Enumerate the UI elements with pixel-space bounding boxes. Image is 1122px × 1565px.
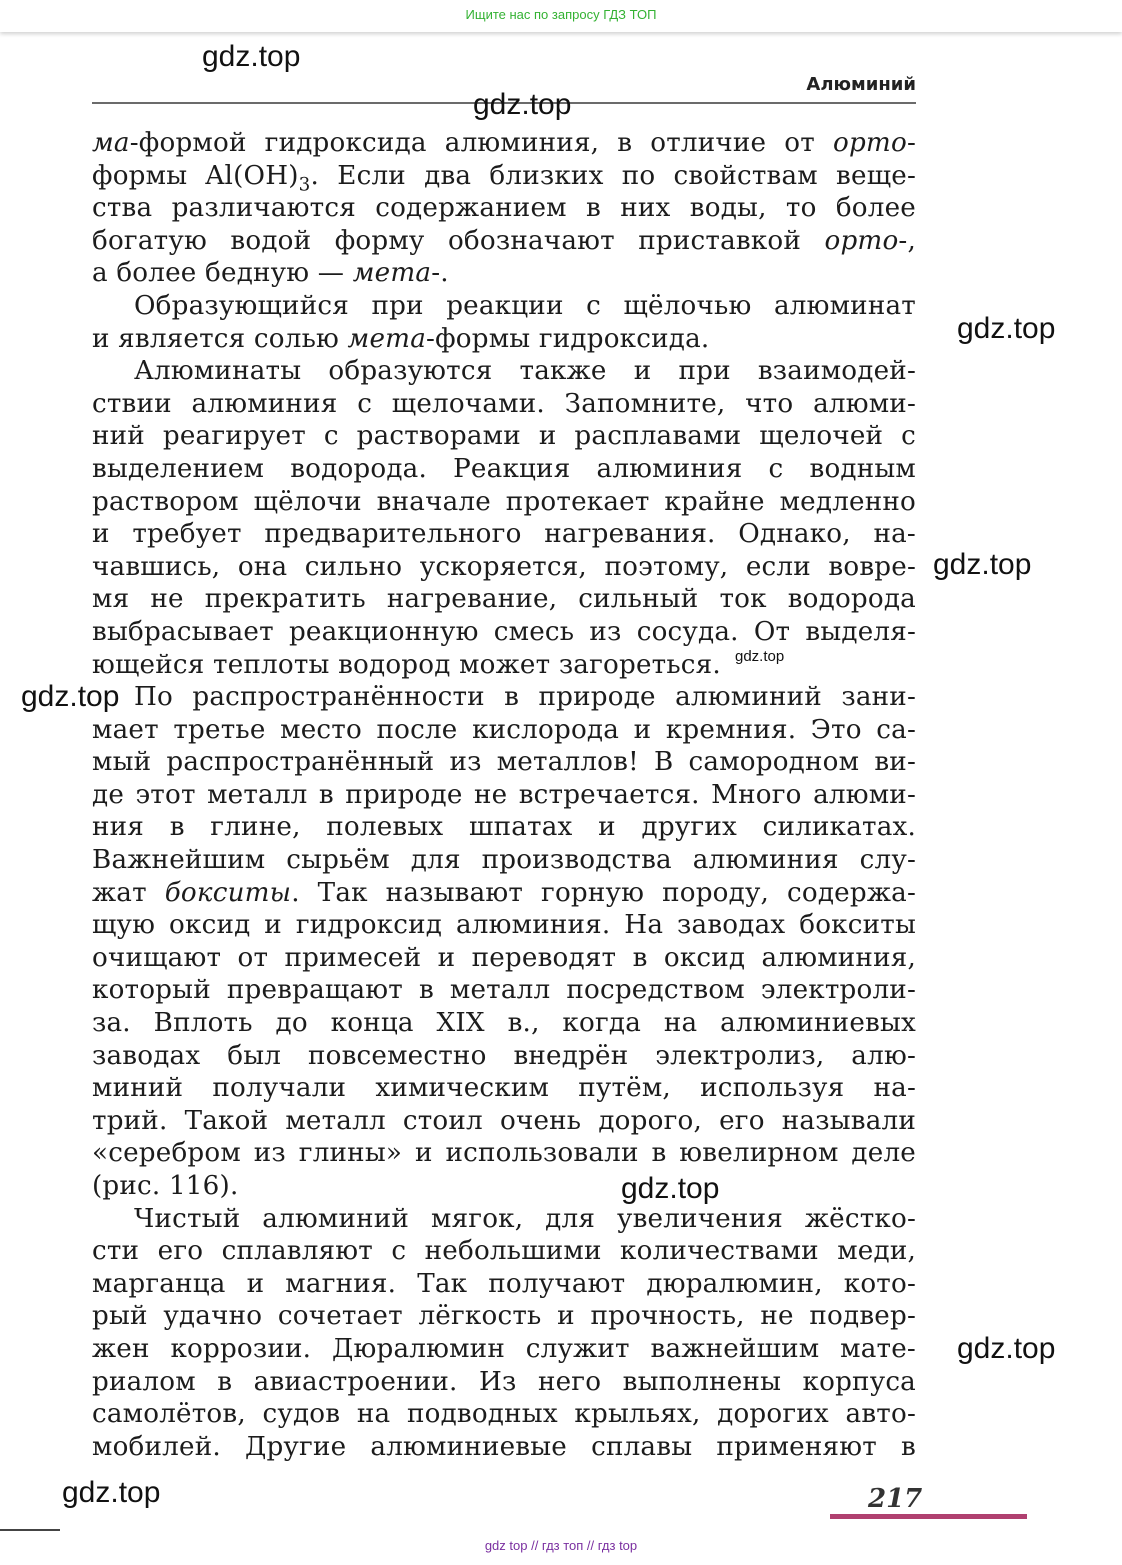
search-hint-text: Ищите нас по запросу ГДЗ ТОП <box>465 7 657 22</box>
text-line: и является солью мета-формы гидроксида. <box>92 323 710 354</box>
watermark: gdz.top <box>202 40 301 73</box>
formula-subscript: 3 <box>298 174 311 195</box>
footer-links[interactable]: gdz top // гдз топ // гдз top <box>484 1538 638 1553</box>
text-line: выделением водорода. Реакция алюминия с водным <box>92 453 916 484</box>
watermark: gdz.top <box>621 1172 720 1205</box>
text-line: мает третье место после кислорода и кремния. Это са- <box>92 714 916 745</box>
text-line: раствором щёлочи вначале протекает крайне медленно <box>92 486 916 517</box>
text-line: рый удачно сочетает лёгкость и прочность, не подвер- <box>92 1301 916 1332</box>
search-hint-bar <box>0 0 1122 32</box>
text-line: сти его сплавляют с небольшими количествами меди, <box>92 1236 916 1267</box>
text-line: щую оксид и гидроксид алюминия. На заводах бокситы <box>92 910 916 941</box>
text-line: мый распространённый из металлов! В самородном ви- <box>92 747 916 778</box>
text-line: мобилей. Другие алюминиевые сплавы применяют в <box>92 1431 916 1462</box>
text-line: Важнейшим сырьём для производства алюминия слу- <box>92 845 916 876</box>
text-line: за. Вплоть до конца XIX в., когда на алюминиевых <box>92 1008 916 1039</box>
text-line: выбрасывает реакционную смесь из сосуда. От выделя- <box>92 616 916 647</box>
watermark: gdz.top <box>62 1476 161 1509</box>
page-header-title: Алюминий <box>806 74 916 95</box>
text-line: ющейся теплоты водород может загореться. <box>92 649 721 680</box>
text-line: богатую водой форму обозначают приставкой орто-, <box>92 225 916 256</box>
text-line: трий. Такой металл стоил очень дорого, его называли <box>92 1105 916 1136</box>
text-line: очищают от примесей и переводят в оксид алюминия, <box>92 942 916 973</box>
corner-rule <box>0 1529 60 1531</box>
text-line: Алюминаты образуются также и при взаимодей- <box>134 356 916 387</box>
page-number: 217 <box>868 1484 923 1514</box>
page-number-bar <box>830 1514 1027 1519</box>
text-line: самолётов, судов на подводных крыльях, дорогих авто- <box>92 1399 916 1430</box>
watermark: gdz.top <box>735 648 785 665</box>
text-line: По распространённости в природе алюминий зани- <box>134 682 916 713</box>
watermark: gdz.top <box>933 548 1032 581</box>
text-line: а более бедную — мета-. <box>92 258 449 289</box>
text-line: жат бокситы. Так называют горную породу, содержа- <box>92 877 916 908</box>
text-line: Образующийся при реакции с щёлочью алюминат <box>134 290 916 321</box>
text-line: и требует предварительного нагревания. Однако, на- <box>92 519 916 550</box>
text-line: де этот металл в природе не встречается. Много алюми- <box>92 779 916 810</box>
watermark: gdz.top <box>473 88 572 121</box>
text-line: ствии алюминия с щелочами. Запомните, что алюми- <box>92 388 916 419</box>
text-line: заводах был повсеместно внедрён электролиз, алю- <box>92 1040 916 1071</box>
text-line: чавшись, она сильно ускоряется, поэтому, если вовре- <box>92 551 916 582</box>
text-line: марганца и магния. Так получают дюралюмин, кото- <box>92 1268 916 1299</box>
text-line: ний реагирует с растворами и расплавами щелочей с <box>92 421 916 452</box>
watermark: gdz.top <box>21 680 120 713</box>
watermark: gdz.top <box>957 1332 1056 1365</box>
text-line: который превращают в металл посредством электроли- <box>92 975 916 1006</box>
watermark: gdz.top <box>957 312 1056 345</box>
text-line: «серебром из глины» и использовали в ювелирном деле <box>92 1138 916 1169</box>
text-line: ства различаются содержанием в них воды, то более <box>92 193 916 224</box>
text-line: ния в глине, полевых шпатах и других силикатах. <box>92 812 916 843</box>
text-line: риалом в авиастроении. Из него выполнены корпуса <box>92 1366 916 1397</box>
text-line: жен коррозии. Дюралюмин служит важнейшим мате- <box>92 1333 916 1364</box>
text-line: миний получали химическим путём, используя на- <box>92 1073 916 1104</box>
text-line: Чистый алюминий мягок, для увеличения жёстко- <box>134 1203 916 1234</box>
body-text <box>92 127 916 1463</box>
text-line: (рис. 116). <box>92 1171 239 1201</box>
text-line: ма-формой гидроксида алюминия, в отличие от орто- <box>92 128 916 158</box>
text-line: мя не прекратить нагревание, сильный ток водорода <box>92 584 916 615</box>
text-line: формы $Al(OH)_3$. Если два близких по свойствам веще- <box>92 160 916 195</box>
